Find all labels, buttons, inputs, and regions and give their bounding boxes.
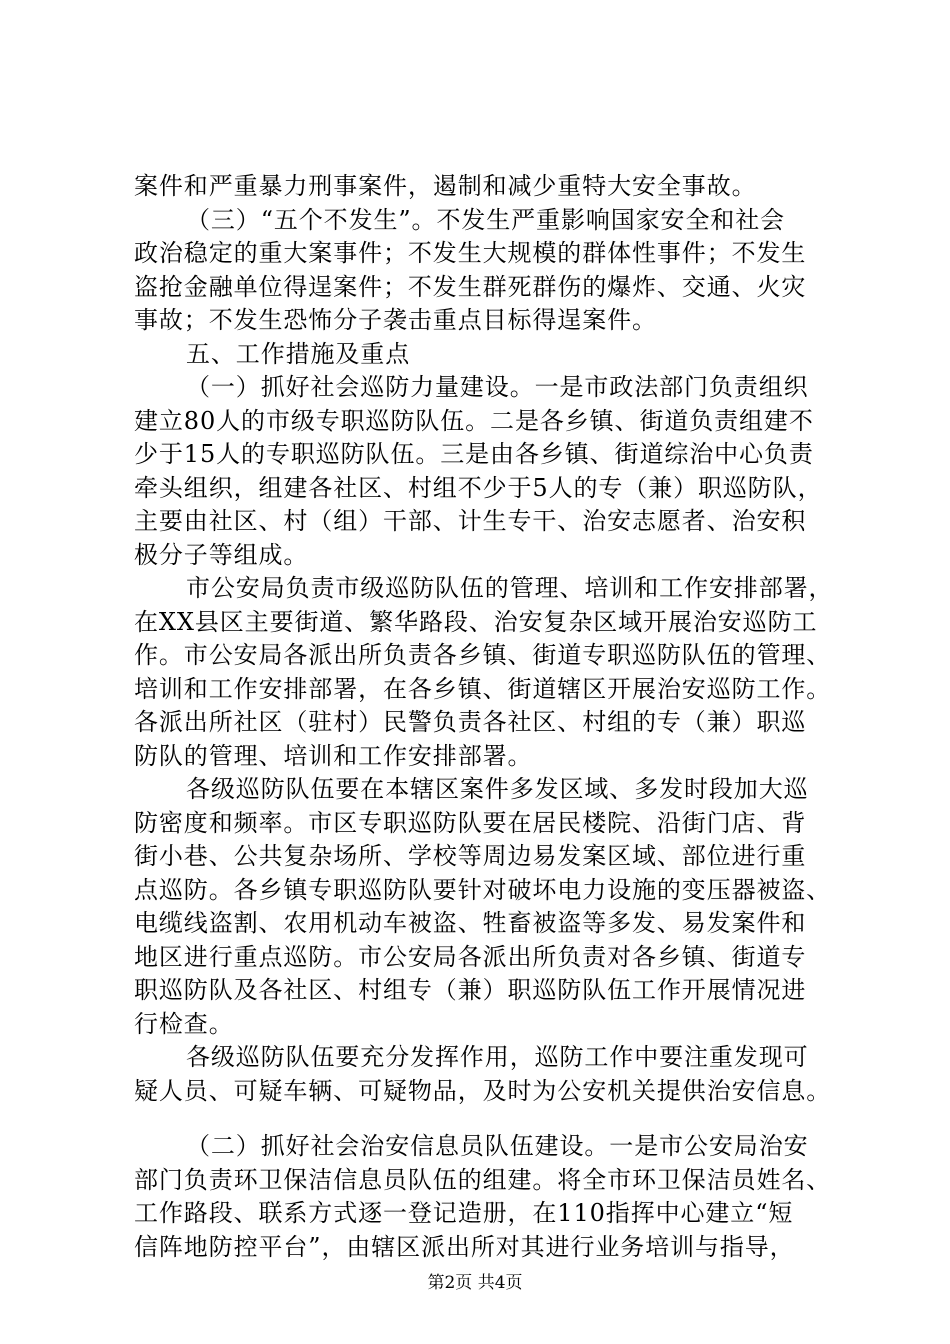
text-line: 案件和严重暴力刑事案件，遏制和减少重特大安全事故。 (134, 172, 757, 200)
text-line: 点巡防。各乡镇专职巡防队要针对破坏电力设施的变压器被盗、 (134, 875, 832, 904)
text-line: 建立80人的市级专职巡防队伍。二是各乡镇、街道负责组建不 (134, 406, 814, 435)
text-line: 盗抢金融单位得逞案件；不发生群死群伤的爆炸、交通、火灾 (134, 272, 807, 301)
text-line: 疑人员、可疑车辆、可疑物品，及时为公安机关提供治安信息。 (134, 1076, 832, 1105)
text-line: 在XX县区主要街道、繁华路段、治安复杂区域开展治安巡防工 (134, 607, 818, 636)
text-line: 牵头组织，组建各社区、村组不少于5人的专（兼）职巡防队， (134, 473, 823, 502)
text-line: 电缆线盗割、农用机动车被盗、牲畜被盗等多发、易发案件和 (134, 909, 807, 937)
text-line: 职巡防队及各社区、村组专（兼）职巡防队伍工作开展情况进 (134, 976, 807, 1004)
text-line: 主要由社区、村（组）干部、计生专干、治安志愿者、治安积 (134, 507, 807, 535)
text-line: 防队的管理、培训和工作安排部署。 (134, 741, 533, 770)
text-line: 少于15人的专职巡防队伍。三是由各乡镇、街道综治中心负责 (134, 440, 814, 468)
text-line: 行检查。 (134, 1009, 234, 1038)
text-line: 街小巷、公共复杂场所、学校等周边易发案区域、部位进行重 (134, 842, 807, 870)
text-line: 极分子等组成。 (134, 540, 309, 569)
paragraph-gap (134, 1108, 834, 1130)
text-line: （三）“五个不发生”。不发生严重影响国家安全和社会 (186, 205, 786, 234)
text-line: 防密度和频率。市区专职巡防队要在居民楼院、沿街门店、背 (134, 808, 807, 837)
section-heading: 五、工作措施及重点 (186, 339, 411, 368)
text-line: 地区进行重点巡防。市公安局各派出所负责对各乡镇、街道专 (134, 942, 807, 971)
text-line: 事故；不发生恐怖分子袭击重点目标得逞案件。 (134, 306, 657, 334)
text-line: 各级巡防队伍要充分发挥作用，巡防工作中要注重发现可 (186, 1043, 809, 1071)
text-line: 培训和工作安排部署，在各乡镇、街道辖区开展治安巡防工作。 (134, 674, 832, 703)
text-line: 作。市公安局各派出所负责各乡镇、街道专职巡防队伍的管理、 (134, 641, 832, 669)
text-line: 部门负责环卫保洁信息员队伍的组建。将全市环卫保洁员姓名、 (134, 1165, 832, 1194)
text-line: 工作路段、联系方式逐一登记造册，在110指挥中心建立“短 (134, 1199, 794, 1227)
text-line: （一）抓好社会巡防力量建设。一是市政法部门负责组织 (186, 373, 809, 401)
text-line: 市公安局负责市级巡防队伍的管理、培训和工作安排部署， (186, 574, 834, 602)
document-body (134, 170, 834, 1264)
text-line: 各级巡防队伍要在本辖区案件多发区域、多发时段加大巡 (186, 775, 809, 803)
text-line: （二）抓好社会治安信息员队伍建设。一是市公安局治安 (186, 1132, 809, 1160)
page-number-footer: 第2页 共4页 (427, 1273, 523, 1293)
text-line: 信阵地防控平台”，由辖区派出所对其进行业务培训与指导， (134, 1232, 795, 1261)
text-line: 政治稳定的重大案事件；不发生大规模的群体性事件；不发生 (134, 239, 807, 267)
text-line: 各派出所社区（驻村）民警负责各社区、村组的专（兼）职巡 (134, 708, 807, 736)
